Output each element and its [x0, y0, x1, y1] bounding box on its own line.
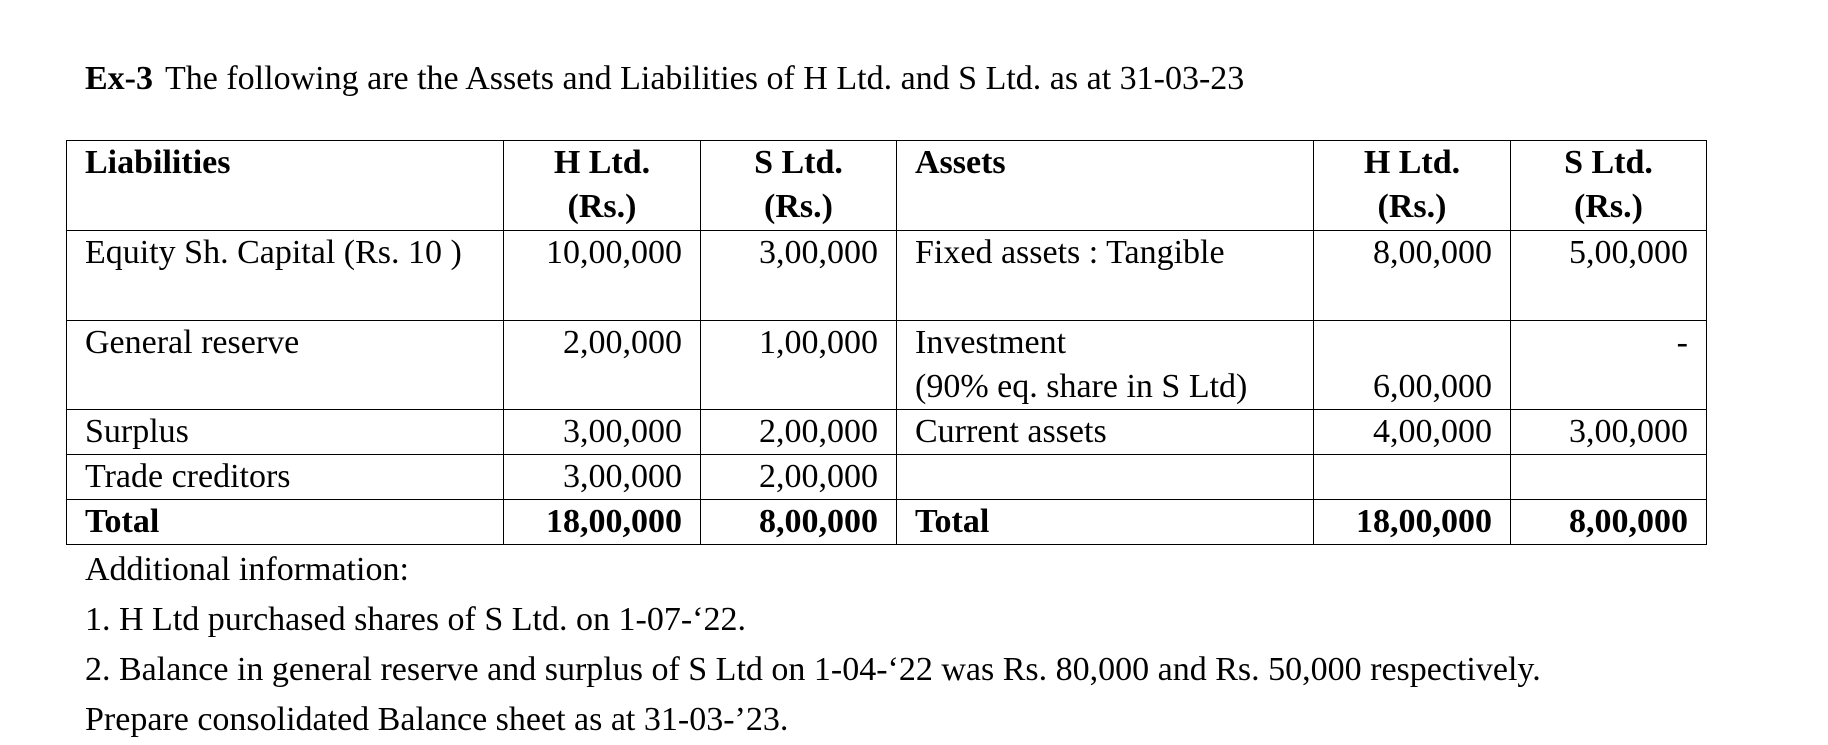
asset-s-value: - [1511, 321, 1707, 410]
liability-h-value: 3,00,000 [504, 410, 701, 455]
header-liabilities: Liabilities [67, 141, 504, 231]
asset-name: Current assets [897, 410, 1314, 455]
asset-s-value [1511, 455, 1707, 500]
liability-total-label: Total [67, 500, 504, 545]
header-s-ltd-liabilities [701, 141, 897, 231]
asset-total-label: Total [897, 500, 1314, 545]
asset-name [897, 455, 1314, 500]
exercise-label: Ex-3 [85, 60, 153, 97]
liability-name: General reserve [67, 321, 504, 410]
balance-sheet-table [66, 140, 1707, 545]
header-h-ltd-unit: (Rs.) [1377, 188, 1447, 225]
liability-s-total: 8,00,000 [701, 500, 897, 545]
liability-h-value: 2,00,000 [504, 321, 701, 410]
header-s-ltd-unit: (Rs.) [1574, 188, 1643, 225]
header-s-ltd-name: S Ltd. [754, 144, 843, 181]
asset-name: Investment [915, 324, 1067, 361]
header-h-ltd-liabilities [504, 141, 701, 231]
liability-name: Equity Sh. Capital (Rs. 10 ) [67, 231, 504, 321]
asset-name: Fixed assets : Tangible [897, 231, 1314, 321]
asset-h-value: 6,00,000 [1314, 321, 1511, 410]
liability-name: Surplus [67, 410, 504, 455]
liability-name: Trade creditors [67, 455, 504, 500]
header-h-ltd-name: H Ltd. [1363, 144, 1461, 181]
note-item: 2. Balance in general reserve and surplus of S Ltd on 1-04-‘22 was Rs. 80,000 and Rs. 50,000 respectively. [85, 651, 1541, 688]
notes-title: Additional information: [85, 551, 409, 588]
asset-s-value: 5,00,000 [1511, 231, 1707, 321]
note-item: 1. H Ltd purchased shares of S Ltd. on 1-07-‘22. [85, 601, 746, 638]
header-h-ltd-name: H Ltd. [553, 144, 651, 181]
liability-s-value: 2,00,000 [701, 455, 897, 500]
asset-h-total: 18,00,000 [1314, 500, 1511, 545]
header-s-ltd-unit: (Rs.) [764, 188, 833, 225]
table-row [67, 321, 1707, 410]
liability-s-value: 1,00,000 [701, 321, 897, 410]
liability-h-value: 3,00,000 [504, 455, 701, 500]
asset-h-value: 4,00,000 [1314, 410, 1511, 455]
liability-h-total: 18,00,000 [504, 500, 701, 545]
asset-h-value [1314, 455, 1511, 500]
exercise-title: The following are the Assets and Liabilities of H Ltd. and S Ltd. as at 31-03-23 [165, 60, 1245, 97]
asset-s-value: 3,00,000 [1511, 410, 1707, 455]
liability-h-value: 10,00,000 [504, 231, 701, 321]
asset-h-value: 8,00,000 [1314, 231, 1511, 321]
header-s-ltd-name: S Ltd. [1564, 144, 1653, 181]
exercise-heading [85, 58, 1244, 100]
header-h-ltd-unit: (Rs.) [567, 188, 637, 225]
table-row [67, 455, 1707, 500]
liability-s-value: 2,00,000 [701, 410, 897, 455]
table-row [67, 231, 1707, 321]
table-row [67, 410, 1707, 455]
header-h-ltd-assets [1314, 141, 1511, 231]
header-s-ltd-assets [1511, 141, 1707, 231]
note-item: Prepare consolidated Balance sheet as at 31-03-’23. [85, 701, 789, 738]
total-row [67, 500, 1707, 545]
liability-s-value: 3,00,000 [701, 231, 897, 321]
asset-investment [897, 321, 1314, 410]
asset-s-total: 8,00,000 [1511, 500, 1707, 545]
header-assets: Assets [897, 141, 1314, 231]
asset-name-detail: (90% eq. share in S Ltd) [915, 368, 1248, 405]
additional-information [85, 545, 1541, 745]
table-header-row [67, 141, 1707, 231]
